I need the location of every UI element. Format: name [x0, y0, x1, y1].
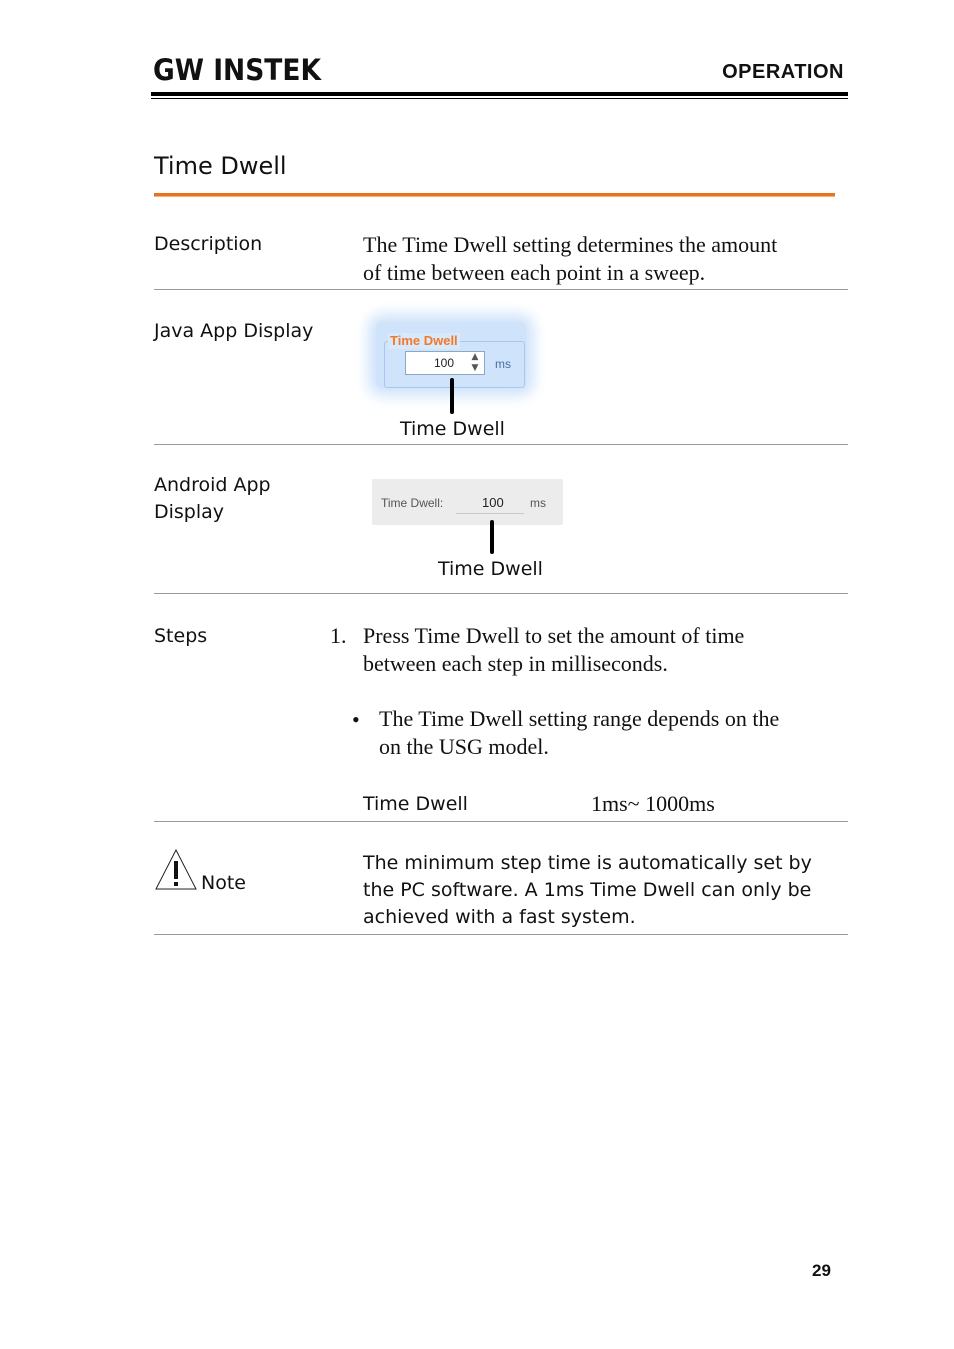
svg-text:GW INSTEK: GW INSTEK — [153, 54, 323, 84]
row-divider — [154, 444, 848, 445]
android-display-label-line1: Android App — [154, 474, 271, 496]
android-widget-unit: ms — [530, 496, 546, 510]
title-underline-light — [154, 196, 835, 197]
java-widget-unit: ms — [495, 357, 511, 371]
java-spinner-value: 100 — [433, 356, 454, 370]
android-pointer-line — [490, 520, 494, 554]
description-label: Description — [154, 233, 263, 255]
android-caption: Time Dwell — [438, 558, 543, 580]
row-divider — [154, 821, 848, 822]
gw-instek-logo — [153, 54, 323, 84]
java-time-dwell-spinner[interactable] — [405, 351, 485, 375]
android-input-underline — [456, 513, 524, 514]
android-time-dwell-input[interactable]: 100 — [482, 495, 504, 510]
header-rule — [151, 92, 848, 96]
page-title: Time Dwell — [154, 152, 287, 180]
step-number: 1. — [330, 623, 347, 648]
row-divider — [154, 289, 848, 290]
java-pointer-line — [450, 378, 454, 414]
android-display-label-line2: Display — [154, 501, 225, 523]
steps-label: Steps — [154, 625, 208, 647]
spinner-arrows-icon[interactable]: ▲ ▼ — [471, 352, 479, 373]
page-number: 29 — [812, 1261, 831, 1280]
java-widget-title: Time Dwell — [390, 333, 458, 348]
step-text-line2: between each step in milliseconds. — [363, 651, 668, 676]
note-text: The minimum step time is automatically set by the PC software. A 1ms Time Dwell can only be achieved with a fast system. — [363, 852, 812, 928]
step-text-line1: Press Time Dwell to set the amount of time — [363, 623, 745, 648]
row-divider — [154, 593, 848, 594]
header-rule-thin — [151, 98, 848, 99]
description-text-line1: The Time Dwell setting determines the amount — [363, 232, 778, 257]
java-display-label: Java App Display — [154, 320, 314, 342]
section-header: OPERATION — [722, 61, 844, 83]
range-name: Time Dwell — [363, 793, 468, 815]
warning-icon — [154, 848, 198, 892]
note-label: Note — [201, 872, 246, 894]
description-text-line2: of time between each point in a sweep. — [363, 260, 706, 285]
bullet-icon: • — [352, 707, 360, 732]
row-divider — [154, 934, 848, 935]
range-value: 1ms~ 1000ms — [591, 791, 715, 816]
java-caption: Time Dwell — [400, 418, 505, 440]
bullet-text-line1: The Time Dwell setting range depends on the — [379, 706, 780, 731]
bullet-text-line2: on the USG model. — [379, 734, 549, 759]
android-widget-label: Time Dwell: — [381, 496, 444, 510]
